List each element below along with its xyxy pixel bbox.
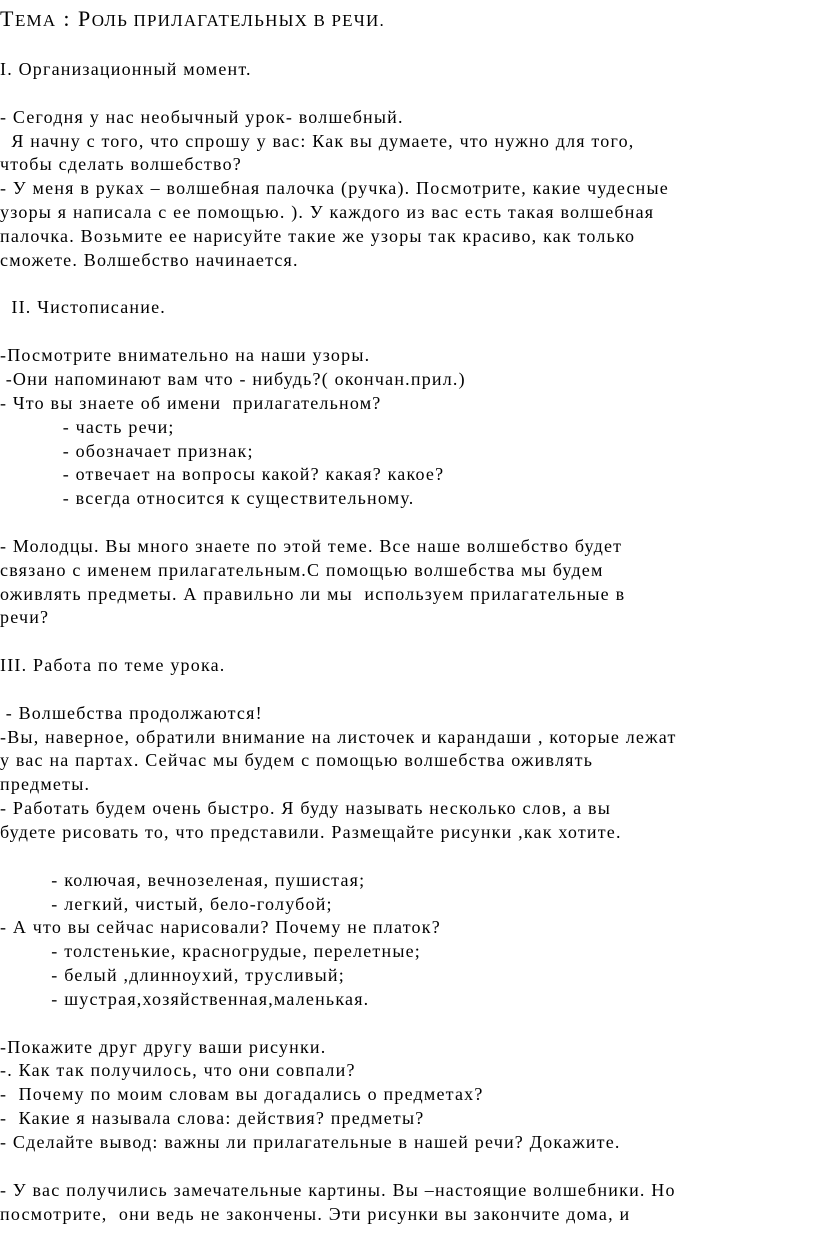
text-line: - легкий, чистый, бело-голубой; [0, 893, 333, 914]
text-line: - А что вы сейчас нарисовали? Почему не платок? [0, 917, 441, 938]
text-line: -Покажите друг другу ваши рисунки. [0, 1036, 327, 1057]
text-line: -. Как так получилось, что они совпали? [0, 1060, 356, 1081]
text-line: будете рисовать то, что представили. Размещайте рисунки ,как хотите. [0, 822, 622, 842]
text-line: - Сделайте вывод: важны ли прилагательные в нашей речи? Докажите. [0, 1131, 621, 1152]
text-line: - У вас получились замечательные картины. Вы –настоящие волшебники. Но [0, 1179, 676, 1200]
title-separator: : [56, 6, 78, 31]
text-line: II. Чистописание. [0, 297, 166, 318]
blank-line [0, 1155, 816, 1179]
text-line: чтобы сделать волшебство? [0, 154, 243, 175]
page-title [0, 4, 385, 36]
blank-line [0, 511, 816, 535]
blank-line [0, 845, 816, 869]
text-line: I. Организационный момент. [0, 59, 252, 79]
blank-line [0, 1012, 816, 1036]
text-line: посмотрите, они ведь не закончены. Эти рисунки вы закончите дома, и [0, 1203, 631, 1224]
text-line: у вас на партах. Сейчас мы будем с помощью волшебства оживлять [0, 750, 594, 771]
text-line: - Работать будем очень быстро. Я буду называть несколько слов, а вы [0, 798, 612, 819]
text-line: оживлять предметы. А правильно ли мы используем прилагательные в [0, 583, 626, 604]
text-line: сможете. Волшебство начинается. [0, 249, 299, 270]
blank-line [0, 273, 816, 297]
text-line: - Что вы знаете об имени прилагательном? [0, 392, 382, 413]
text-line: предметы. [0, 774, 91, 795]
text-line: -Вы, наверное, обратили внимание на листочек и карандаши , которые лежат [0, 726, 677, 747]
title-smallcaps-2: ОЛЬ ПРИЛАГАТЕЛЬНЫХ В РЕЧИ. [91, 11, 385, 30]
text-line: - Сегодня у нас необычный урок- волшебный. [0, 106, 404, 127]
title-initial-1: Т [0, 6, 15, 31]
text-line: - Почему по моим словам вы догадались о предметах? [0, 1084, 484, 1105]
text-line: - отвечает на вопросы какой? какая? какое? [0, 464, 445, 485]
blank-line [0, 320, 816, 344]
text-line: III. Работа по теме урока. [0, 655, 226, 676]
text-line: -Они напоминают вам что - нибудь?( окончан.прил.) [0, 368, 466, 389]
title-initial-2: Р [77, 6, 92, 31]
blank-line [0, 678, 816, 702]
blank-line [0, 630, 816, 654]
text-line: - Какие я называла слова: действия? предметы? [0, 1108, 425, 1129]
text-line: узоры я написала с ее помощью. ). У каждого из вас есть такая волшебная [0, 202, 655, 223]
text-line: - толстенькие, красногрудые, перелетные; [0, 941, 421, 962]
text-line: - часть речи; [0, 416, 175, 437]
text-line: Я начну с того, что спрошу у вас: Как вы думаете, что нужно для того, [0, 130, 635, 151]
text-line: - колючая, вечнозеленая, пушистая; [0, 869, 366, 890]
text-line: - Молодцы. Вы много знаете по этой теме. Все наше волшебство будет [0, 535, 623, 556]
document-body [0, 58, 816, 1226]
blank-line [0, 82, 816, 106]
title-smallcaps-1: ЕМА [14, 11, 57, 30]
text-line: - У меня в руках – волшебная палочка (ручка). Посмотрите, какие чудесные [0, 178, 669, 199]
text-line: -Посмотрите внимательно на наши узоры. [0, 345, 371, 366]
text-line: палочка. Возьмите ее нарисуйте такие же узоры так красиво, как только [0, 225, 636, 246]
text-line: - шустрая,хозяйственная,маленькая. [0, 988, 370, 1009]
text-line: - обозначает признак; [0, 440, 254, 461]
text-line: - Волшебства продолжаются! [0, 702, 263, 723]
text-line: связано с именем прилагательным.С помощью волшебства мы будем [0, 559, 604, 580]
text-line: - белый ,длинноухий, трусливый; [0, 965, 345, 986]
text-line: речи? [0, 607, 50, 628]
text-line: - всегда относится к существительному. [0, 488, 415, 509]
